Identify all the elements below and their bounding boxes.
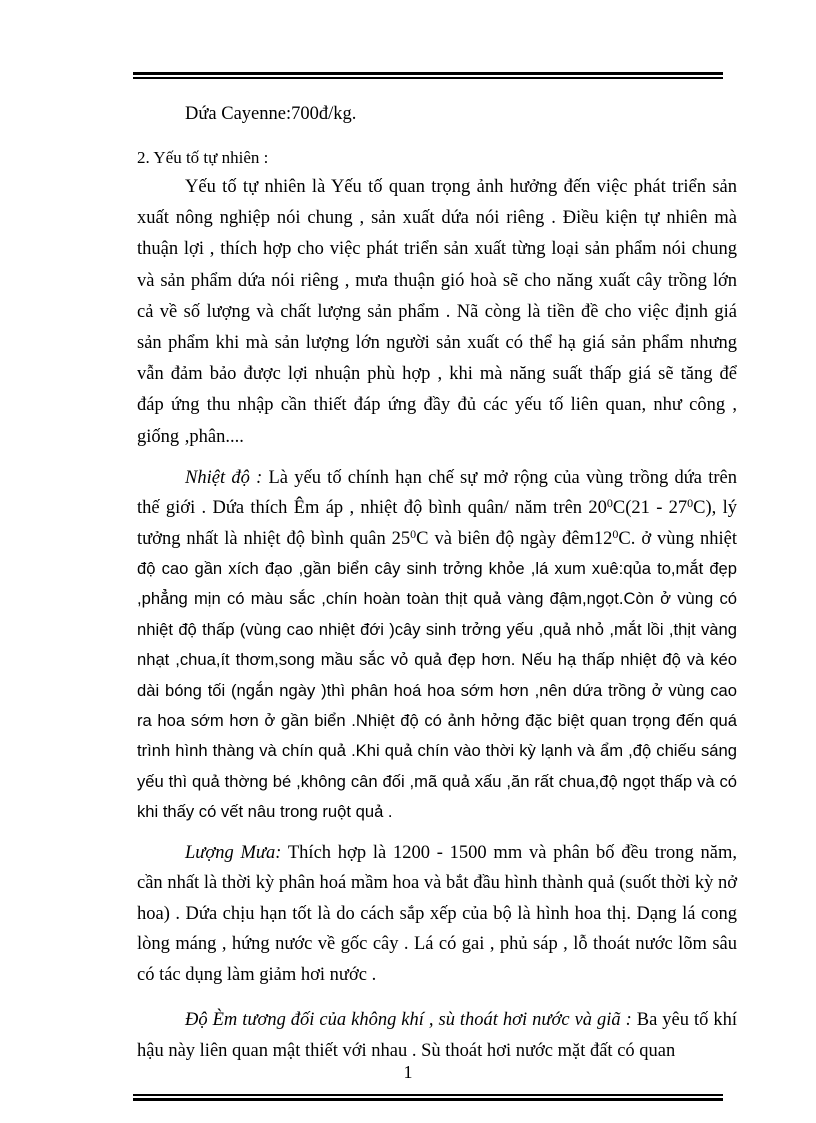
temperature-text-6: độ cao gần xích đạo ,gần biển cây sinh trởng khỏe ,lá xum xuê:qủa to,mắt đẹp ,phẳng mịn có màu sắc ,chín hoàn toàn thịt quả vàng đậm,ngọt.Còn ở vùng có nhiệt độ thấp (vùng cao nhiệt đới )cây sinh trởng yếu ,quả nhỏ ,mắt lồi ,thịt vàng nhạt ,chua,ít thơm,song mầu sắc vỏ quả đẹp hơn. Nếu hạ thấp nhiệt độ và kéo dài bóng tối (ngắn ngày )thì phân hoá hoa sớm hơn ,nên dứa trồng ở vùng cao ra hoa sớm hơn ở gần biển .Nhiệt độ có ảnh hởng đặc biệt quan trọng đến quá trình hình thàng và chín quả .Khi quả chín vào thời kỳ lạnh và ẩm ,độ chiếu sáng yếu thì quả thờng bé ,không cân đối ,mã quả xấu ,ăn rất chua,độ ngọt thấp và có khi thấy có vết nâu trong ruột quả . <box>137 559 737 822</box>
temperature-text-4: C và biên độ ngày đêm12 <box>416 528 613 549</box>
degree-mark: 0 <box>606 496 613 511</box>
temperature-text-1: Là yếu tố chính hạn chế sự mở rộng của vùng trồng dứa trên thế giới . Dứa thích Êm áp , nhiệt độ bình quân/ năm trên 20 <box>137 467 737 519</box>
bottom-rule-thin <box>133 1094 723 1096</box>
bottom-rule <box>133 1098 723 1101</box>
rainfall-text: Thích hợp là 1200 - 1500 mm và phân bố đều trong năm, cần nhất là thời kỳ phân hoá mầm hoa và bắt đầu hình thành quả (suốt thời kỳ nở hoa) . Dứa chịu hạn tốt là do cách sắp xếp của bộ là hình hoa thị. Dạng lá cong lòng máng , hứng nước về gốc cây . Lá có gai , phủ sáp , lỗ thoát nước lõm sâu có tác dụng làm giảm hơi nước . <box>137 842 737 986</box>
temperature-text-2: C(21 - 27 <box>612 498 688 519</box>
temperature-text-3: C), lý tưởng nhất là nhiệt độ bình quân 25 <box>137 498 737 549</box>
page-number: 1 <box>403 1062 413 1082</box>
humidity-label: Độ Èm tương đối của không khí , sù thoát hơi nước và giã : <box>185 1009 632 1030</box>
degree-mark: 0 <box>687 496 694 511</box>
degree-mark: 0 <box>410 526 417 541</box>
top-rule <box>133 72 723 75</box>
humidity-text: Ba yêu tố khí hậu này liên quan mật thiết với nhau . Sù thoát hơi nước mặt đất có quan <box>137 1009 738 1061</box>
rainfall-paragraph <box>137 838 737 991</box>
intro-paragraph: Yếu tố tự nhiên là Yếu tố quan trọng ảnh hưởng đến việc phát triển sản xuất nông nghiệp nói chung , sản xuất dứa nói riêng . Điều kiện tự nhiên mà thuận lợi , thích hợp cho việc phát triển sản xuất từng loại sản phẩm nói chung và sản phẩm dứa nói riêng , mưa thuận gió hoà sẽ cho năng xuất cây trồng lớn cả về số lượng và chất lượng sản phẩm . Nã còng là tiền đề cho việc định giá sản phẩm khi mà sản lượng lớn người sản xuất có thể hạ giá sản phẩm nhưng vẫn đảm bảo được lợi nhuận phù hợp , khi mà năng suất thấp giá sẽ tăng để đáp ứng thu nhập cần thiết đáp ứng đầy đủ các yếu tố liên quan, như công , giống ,phân.... <box>137 177 737 447</box>
document-body <box>137 96 737 1067</box>
rainfall-label: Lượng Mưa: <box>185 842 282 863</box>
degree-mark: 0 <box>612 526 619 541</box>
section-heading: 2. Yếu tố tự nhiên : <box>137 148 269 167</box>
top-rule-thin <box>133 77 723 79</box>
temperature-paragraph <box>137 463 737 828</box>
temperature-text-5: C. ở vùng nhiệt <box>618 528 738 549</box>
humidity-paragraph <box>137 1005 737 1067</box>
temperature-label: Nhiệt độ : <box>185 467 263 488</box>
price-line: Dứa Cayenne:700đ/kg. <box>185 104 357 124</box>
